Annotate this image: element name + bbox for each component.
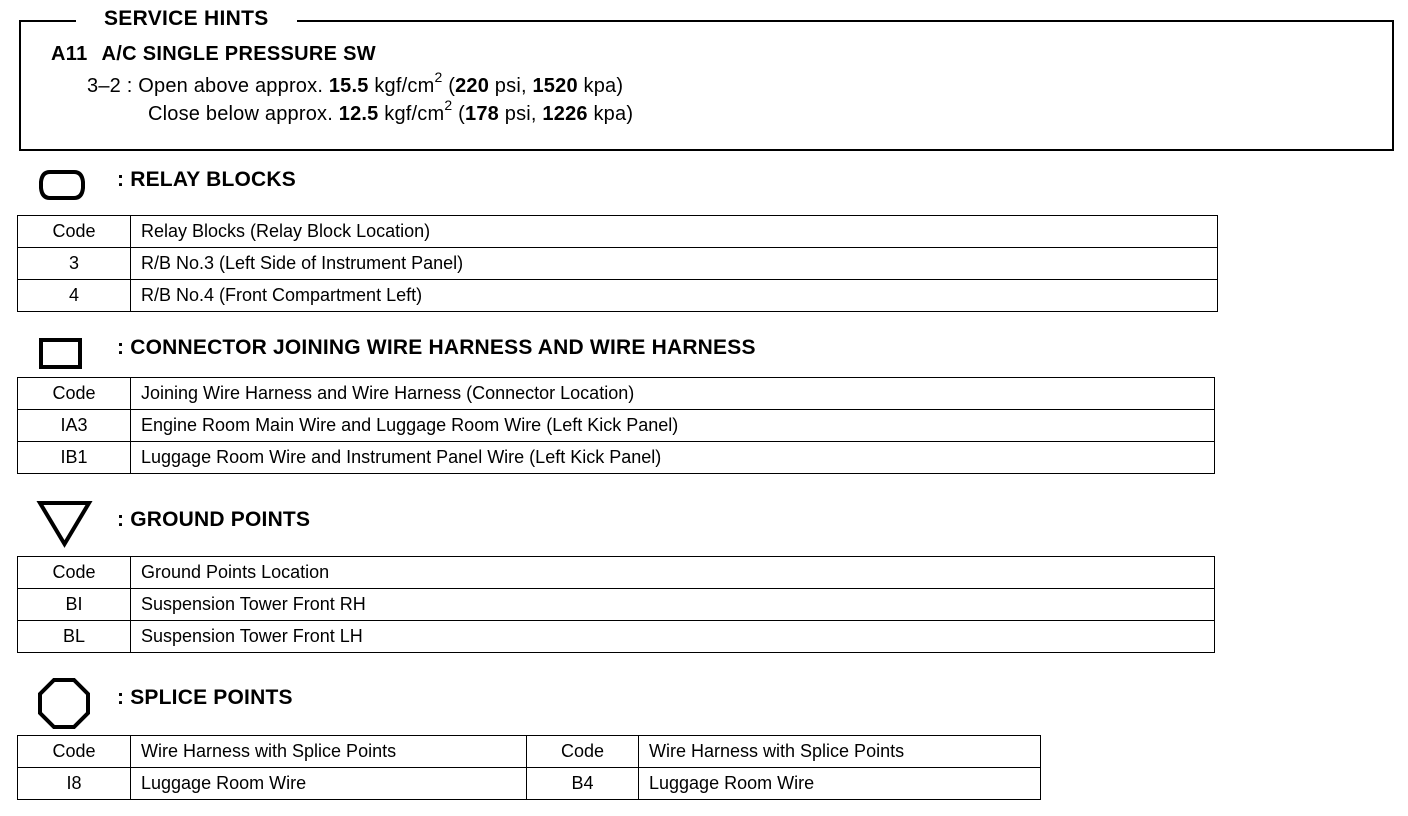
table-row — [18, 589, 1215, 621]
header-location: Joining Wire Harness and Wire Harness (Connector Location) — [131, 378, 1215, 410]
header-wire-harness-2: Wire Harness with Splice Points — [639, 736, 1041, 768]
rectangle-icon — [38, 336, 84, 370]
ground-points-table — [17, 556, 1215, 653]
hint-open-paren: ( — [442, 75, 456, 97]
hint-open-psi: 220 — [455, 75, 490, 97]
cell-location: Suspension Tower Front RH — [131, 589, 1215, 621]
header-wire-harness: Wire Harness with Splice Points — [131, 736, 527, 768]
table-header-row — [18, 557, 1215, 589]
hint-open-kpa-unit: kpa) — [577, 75, 624, 97]
header-code: Code — [18, 736, 131, 768]
cell-code: I8 — [18, 768, 131, 800]
hint-close-psi: 178 — [465, 103, 499, 125]
hint-close-kpa: 1226 — [542, 103, 588, 125]
hint-open-kpa: 1520 — [532, 75, 578, 97]
table-row — [18, 410, 1215, 442]
connectors-table — [17, 377, 1215, 474]
table-row — [18, 442, 1215, 474]
header-code: Code — [18, 216, 131, 248]
cell-code-2: B4 — [527, 768, 639, 800]
hint-close-line — [148, 97, 634, 128]
cell-location: Luggage Room Wire and Instrument Panel Wire (Left Kick Panel) — [131, 442, 1215, 474]
service-hints-title: SERVICE HINTS — [76, 5, 297, 33]
hint-open-psi-unit: psi, — [489, 75, 533, 97]
cell-wire-harness-2: Luggage Room Wire — [639, 768, 1041, 800]
cell-location: Engine Room Main Wire and Luggage Room Wire (Left Kick Panel) — [131, 410, 1215, 442]
cell-code: BI — [18, 589, 131, 621]
table-header-row — [18, 736, 1041, 768]
connectors-title: : CONNECTOR JOINING WIRE HARNESS AND WIRE HARNESS — [117, 336, 756, 359]
hint-open-value: 15.5 — [328, 75, 369, 97]
hint-close-unit: kgf/cm — [378, 103, 445, 125]
header-location: Relay Blocks (Relay Block Location) — [131, 216, 1218, 248]
cell-wire-harness: Luggage Room Wire — [131, 768, 527, 800]
hint-close-paren: ( — [452, 103, 465, 125]
header-code: Code — [18, 557, 131, 589]
hint-open-prefix: 3–2 : Open above approx. — [87, 75, 329, 97]
table-row — [18, 768, 1041, 800]
cell-location: R/B No.4 (Front Compartment Left) — [131, 280, 1218, 312]
cell-code: 3 — [18, 248, 131, 280]
table-header-row — [18, 378, 1215, 410]
header-code-2: Code — [527, 736, 639, 768]
ground-points-title: : GROUND POINTS — [117, 508, 311, 531]
component-code: A11 — [51, 43, 88, 65]
hint-close-prefix: Close below approx. — [148, 103, 339, 125]
cell-location: Suspension Tower Front LH — [131, 621, 1215, 653]
cell-code: BL — [18, 621, 131, 653]
splice-points-table — [17, 735, 1041, 800]
rounded-rectangle-icon — [38, 168, 88, 202]
table-row — [18, 621, 1215, 653]
splice-points-title: : SPLICE POINTS — [117, 686, 293, 709]
cell-code: 4 — [18, 280, 131, 312]
hint-close-value: 12.5 — [338, 103, 379, 125]
header-location: Ground Points Location — [131, 557, 1215, 589]
table-header-row — [18, 216, 1218, 248]
cell-location: R/B No.3 (Left Side of Instrument Panel) — [131, 248, 1218, 280]
header-code: Code — [18, 378, 131, 410]
component-name: A/C SINGLE PRESSURE SW — [101, 43, 376, 65]
component-header — [51, 40, 376, 68]
hint-open-unit: kgf/cm — [368, 75, 435, 97]
hint-open-line — [87, 69, 624, 100]
hint-open-sup: 2 — [434, 69, 443, 86]
hint-close-psi-unit: psi, — [498, 103, 543, 125]
hint-close-sup: 2 — [444, 97, 453, 114]
table-row — [18, 248, 1218, 280]
relay-blocks-title: : RELAY BLOCKS — [117, 168, 296, 191]
cell-code: IA3 — [18, 410, 131, 442]
octagon-icon — [36, 676, 92, 730]
cell-code: IB1 — [18, 442, 131, 474]
hint-close-kpa-unit: kpa) — [587, 103, 634, 125]
relay-blocks-table — [17, 215, 1218, 312]
triangle-down-icon — [36, 498, 94, 550]
table-row — [18, 280, 1218, 312]
